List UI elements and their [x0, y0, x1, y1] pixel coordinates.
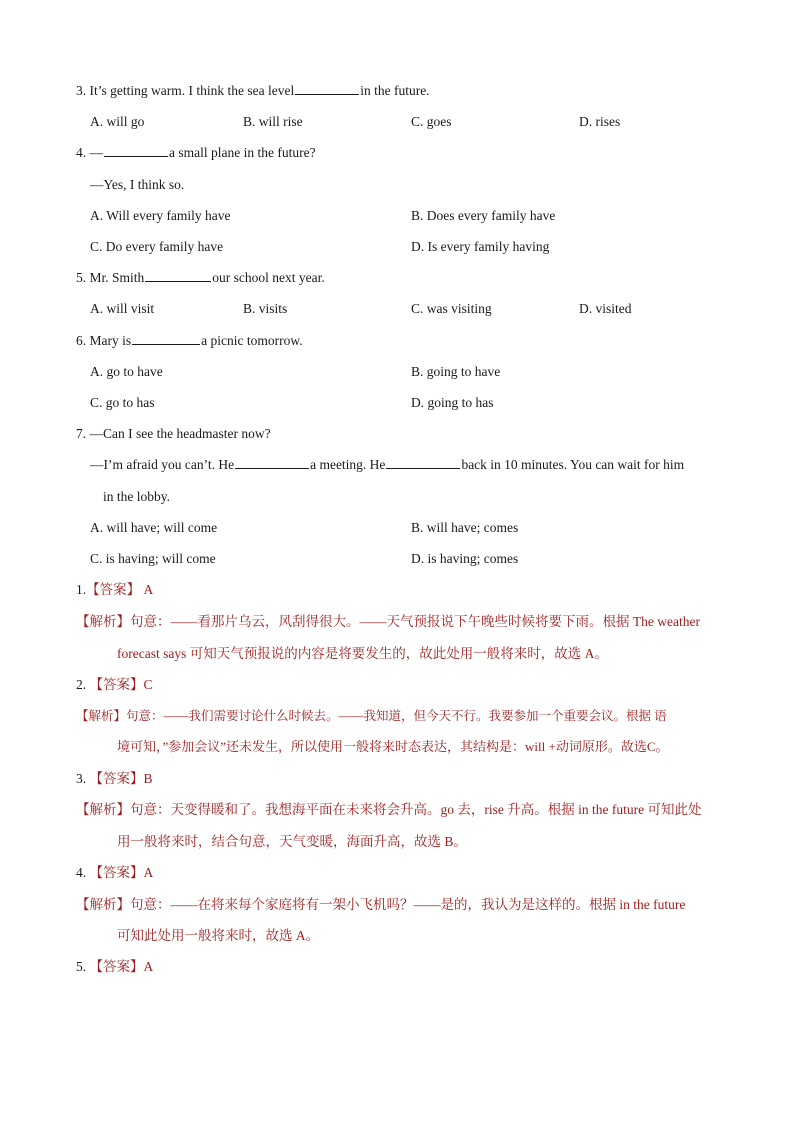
option-d[interactable]: D. Is every family having [411, 239, 550, 254]
option-a[interactable]: A. go to have [90, 364, 163, 379]
analysis-4-line-2: 可知此处用一般将来时，故选 A。 [117, 928, 320, 943]
answer-label: 【答案】 [89, 959, 144, 974]
analysis-3-line-2: 用一般将来时，结合句意，天气变暖，海面升高，故选 B。 [117, 834, 467, 849]
answer-value: B [143, 771, 153, 786]
question-stem-after: in the future. [360, 83, 430, 98]
answer-blank-2[interactable] [386, 456, 460, 469]
answer-1-header [76, 581, 153, 599]
answer-blank[interactable] [295, 82, 359, 95]
question-7-reply [90, 456, 684, 474]
option-a[interactable]: A. will have; will come [90, 520, 218, 535]
analysis-4-line-1 [76, 896, 685, 914]
option-c[interactable]: C. go to has [90, 395, 155, 410]
option-b[interactable]: B. visits [243, 301, 288, 316]
option-c[interactable]: C. Do every family have [90, 239, 224, 254]
analysis-label: 【解析】 [76, 709, 127, 723]
analysis-label: 【解析】 [76, 802, 130, 817]
reply-mid: a meeting. He [310, 457, 386, 472]
question-number: 5. [76, 270, 87, 285]
option-a[interactable]: A. will go [90, 114, 145, 129]
question-stem-before: It’s getting warm. I think the sea level [89, 83, 295, 98]
answer-number: 5. [76, 959, 87, 974]
question-number: 4. [76, 145, 87, 160]
answer-value: A [143, 582, 154, 597]
answer-label: 【答案】 [89, 771, 144, 786]
option-a[interactable]: A. will visit [90, 301, 155, 316]
question-4-stem [76, 144, 316, 162]
answer-blank[interactable] [132, 332, 200, 345]
analysis-1-line-2: forecast says 可知天气预报说的内容是将要发生的，故此处用一般将来时，故选 A。 [117, 646, 608, 661]
answer-number: 1. [76, 582, 87, 597]
analysis-text: 句意：——在将来每个家庭将有一架小飞机吗？——是的，我认为是这样的。根据 in the future [130, 897, 686, 912]
question-number: 6. [76, 333, 87, 348]
answer-number: 4. [76, 865, 87, 880]
analysis-label: 【解析】 [76, 897, 130, 912]
answer-value: A [143, 865, 154, 880]
question-6-stem [76, 332, 303, 350]
question-stem-before: Mr. Smith [89, 270, 145, 285]
option-b[interactable]: B. will rise [243, 114, 303, 129]
question-3-stem [76, 82, 430, 100]
answer-blank[interactable] [104, 144, 168, 157]
answer-blank[interactable] [145, 269, 211, 282]
answer-5-header [76, 958, 153, 976]
analysis-1-line-1 [76, 613, 700, 631]
question-7-stem [76, 425, 271, 443]
question-stem-before: Mary is [89, 333, 132, 348]
reply-before: —I’m afraid you can’t. He [90, 457, 235, 472]
question-stem-after: a picnic tomorrow. [201, 333, 303, 348]
answer-value: A [143, 959, 154, 974]
answer-label: 【答案】 [89, 677, 144, 692]
question-number: 3. [76, 83, 87, 98]
dialogue-dash: — [89, 145, 103, 160]
answer-number: 3. [76, 771, 87, 786]
option-b[interactable]: B. will have; comes [411, 520, 519, 535]
option-d[interactable]: D. going to has [411, 395, 494, 410]
answer-value: C [143, 677, 153, 692]
question-5-stem [76, 269, 325, 287]
option-b[interactable]: B. going to have [411, 364, 501, 379]
answer-blank-1[interactable] [235, 456, 309, 469]
analysis-2-line-1 [76, 707, 667, 725]
analysis-label: 【解析】 [76, 614, 130, 629]
option-d[interactable]: D. rises [579, 114, 621, 129]
question-stem-after: our school next year. [212, 270, 325, 285]
answer-2-header [76, 676, 153, 694]
answer-label: 【答案】 [89, 865, 144, 880]
option-c[interactable]: C. is having; will come [90, 551, 216, 566]
analysis-3-line-1 [76, 801, 701, 819]
answer-3-header [76, 770, 153, 788]
option-b[interactable]: B. Does every family have [411, 208, 556, 223]
answer-label: 【答案】 [86, 582, 141, 597]
question-number: 7. [76, 426, 87, 441]
option-c[interactable]: C. was visiting [411, 301, 492, 316]
option-c[interactable]: C. goes [411, 114, 452, 129]
option-d[interactable]: D. is having; comes [411, 551, 519, 566]
question-stem: —Can I see the headmaster now? [89, 426, 271, 441]
reply-after: back in 10 minutes. You can wait for him [461, 457, 685, 472]
analysis-text: 句意：天变得暖和了。我想海平面在未来将会升高。go 去，rise 升高。根据 in the future 可知此处 [130, 802, 702, 817]
option-d[interactable]: D. visited [579, 301, 632, 316]
analysis-text: 句意：——看那片乌云，风刮得很大。——天气预报说下午晚些时候将要下雨。根据 The weather [130, 614, 700, 629]
analysis-2-line-2: 境可知，”参加会议”还未发生，所以使用一般将来时态表达，其结构是：will +动词原形。故选C。 [117, 739, 669, 754]
question-stem-after: a small plane in the future? [169, 145, 316, 160]
analysis-text: 句意：——我们需要讨论什么时候去。——我知道，但今天不行。我要参加一个重要会议。根据 语 [126, 709, 667, 723]
question-4-reply: —Yes, I think so. [90, 177, 185, 192]
option-a[interactable]: A. Will every family have [90, 208, 231, 223]
answer-4-header [76, 864, 153, 882]
answer-number: 2. [76, 677, 87, 692]
question-7-reply-cont: in the lobby. [103, 489, 170, 504]
